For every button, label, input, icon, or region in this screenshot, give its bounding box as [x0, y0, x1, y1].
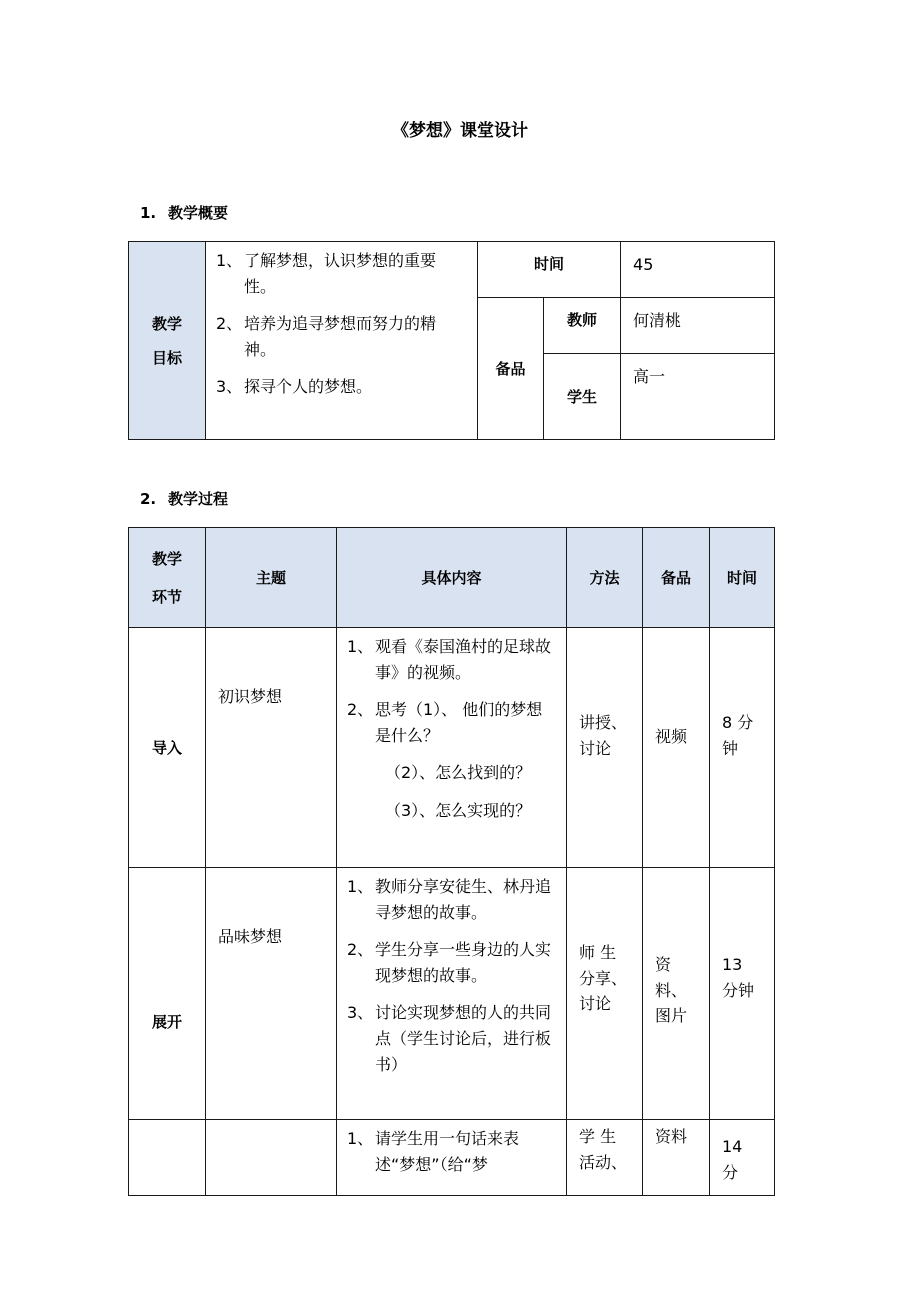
table-row [129, 868, 775, 1120]
section-number: 2. [140, 490, 157, 508]
section-number: 1. [140, 204, 157, 222]
materials-cell: 资料 [643, 1120, 710, 1196]
list-item: 2、 学生分享一些身边的人实现梦想的故事。 [347, 940, 552, 985]
goal-item: 1、 了解梦想，认识梦想的重要性。 [216, 251, 437, 296]
content-cell [337, 1120, 567, 1196]
method-cell: 讲授、讨论 [567, 628, 643, 868]
header-time: 时间 [710, 528, 775, 628]
student-value-cell: 高一 [621, 354, 775, 440]
header-materials: 备品 [643, 528, 710, 628]
list-item: 3、 讨论实现梦想的人的共同点（学生讨论后，进行板书） [347, 1003, 552, 1074]
prep-label-cell: 备品 [478, 298, 544, 440]
list-item: 1、 请学生用一句话来表述“梦想”（给“梦 [347, 1129, 520, 1174]
header-content: 具体内容 [337, 528, 567, 628]
header-stage: 教学 环节 [129, 528, 206, 628]
overview-table [128, 241, 775, 440]
topic-cell [206, 1120, 337, 1196]
goal-item: 2、 培养为追寻梦想而努力的精神。 [216, 314, 437, 359]
time-value-cell: 45 [621, 242, 775, 298]
section-heading-process [140, 488, 228, 509]
stage-cell [129, 1120, 206, 1196]
header-method: 方法 [567, 528, 643, 628]
header-topic: 主题 [206, 528, 337, 628]
materials-cell: 资料、图片 [643, 868, 710, 1120]
content-cell [337, 628, 567, 868]
list-item: 1、 教师分享安徒生、林丹追寻梦想的故事。 [347, 877, 552, 922]
goal-header-line1: 教学 [151, 314, 182, 333]
topic-cell: 初识梦想 [206, 628, 337, 868]
time-label-cell: 时间 [478, 242, 621, 298]
content-cell [337, 868, 567, 1120]
goal-header-cell [129, 242, 206, 440]
document-title: 《梦想》课堂设计 [392, 121, 528, 141]
sub-question: （2）、怎么找到的？ [385, 763, 532, 783]
content-list [347, 634, 556, 748]
list-item: 1、 观看《泰国渔村的足球故事》的视频。 [347, 637, 552, 682]
section-heading-overview [140, 202, 228, 223]
time-cell: 13 分钟 [710, 868, 775, 1120]
sub-question: （3）、怎么实现的？ [385, 800, 532, 820]
content-list [337, 1120, 566, 1177]
goal-header-line2: 目标 [151, 348, 182, 367]
table-row [129, 1120, 775, 1196]
time-cell: 8 分钟 [710, 628, 775, 868]
list-item: 2、 思考（1）、 他们的梦想是什么？ [347, 700, 543, 745]
goals-list [206, 242, 477, 400]
content-list [337, 868, 566, 1077]
goal-item: 3、 探寻个人的梦想。 [216, 377, 373, 397]
method-cell: 学 生活动、 [567, 1120, 643, 1196]
method-cell: 师 生分享、讨论 [567, 868, 643, 1120]
materials-cell: 视频 [643, 628, 710, 868]
teacher-label-cell: 教师 [544, 298, 621, 354]
stage-cell: 展开 [129, 868, 206, 1120]
stage-cell: 导入 [129, 628, 206, 868]
section-label: 教学过程 [168, 490, 229, 508]
process-table [128, 527, 775, 1196]
time-cell: 14 分 [710, 1120, 775, 1196]
topic-cell: 品味梦想 [206, 868, 337, 1120]
teacher-value-cell: 何清桃 [621, 298, 775, 354]
student-label-cell: 学生 [544, 354, 621, 440]
goals-cell [206, 242, 478, 440]
section-label: 教学概要 [168, 204, 229, 222]
table-row [129, 628, 775, 868]
